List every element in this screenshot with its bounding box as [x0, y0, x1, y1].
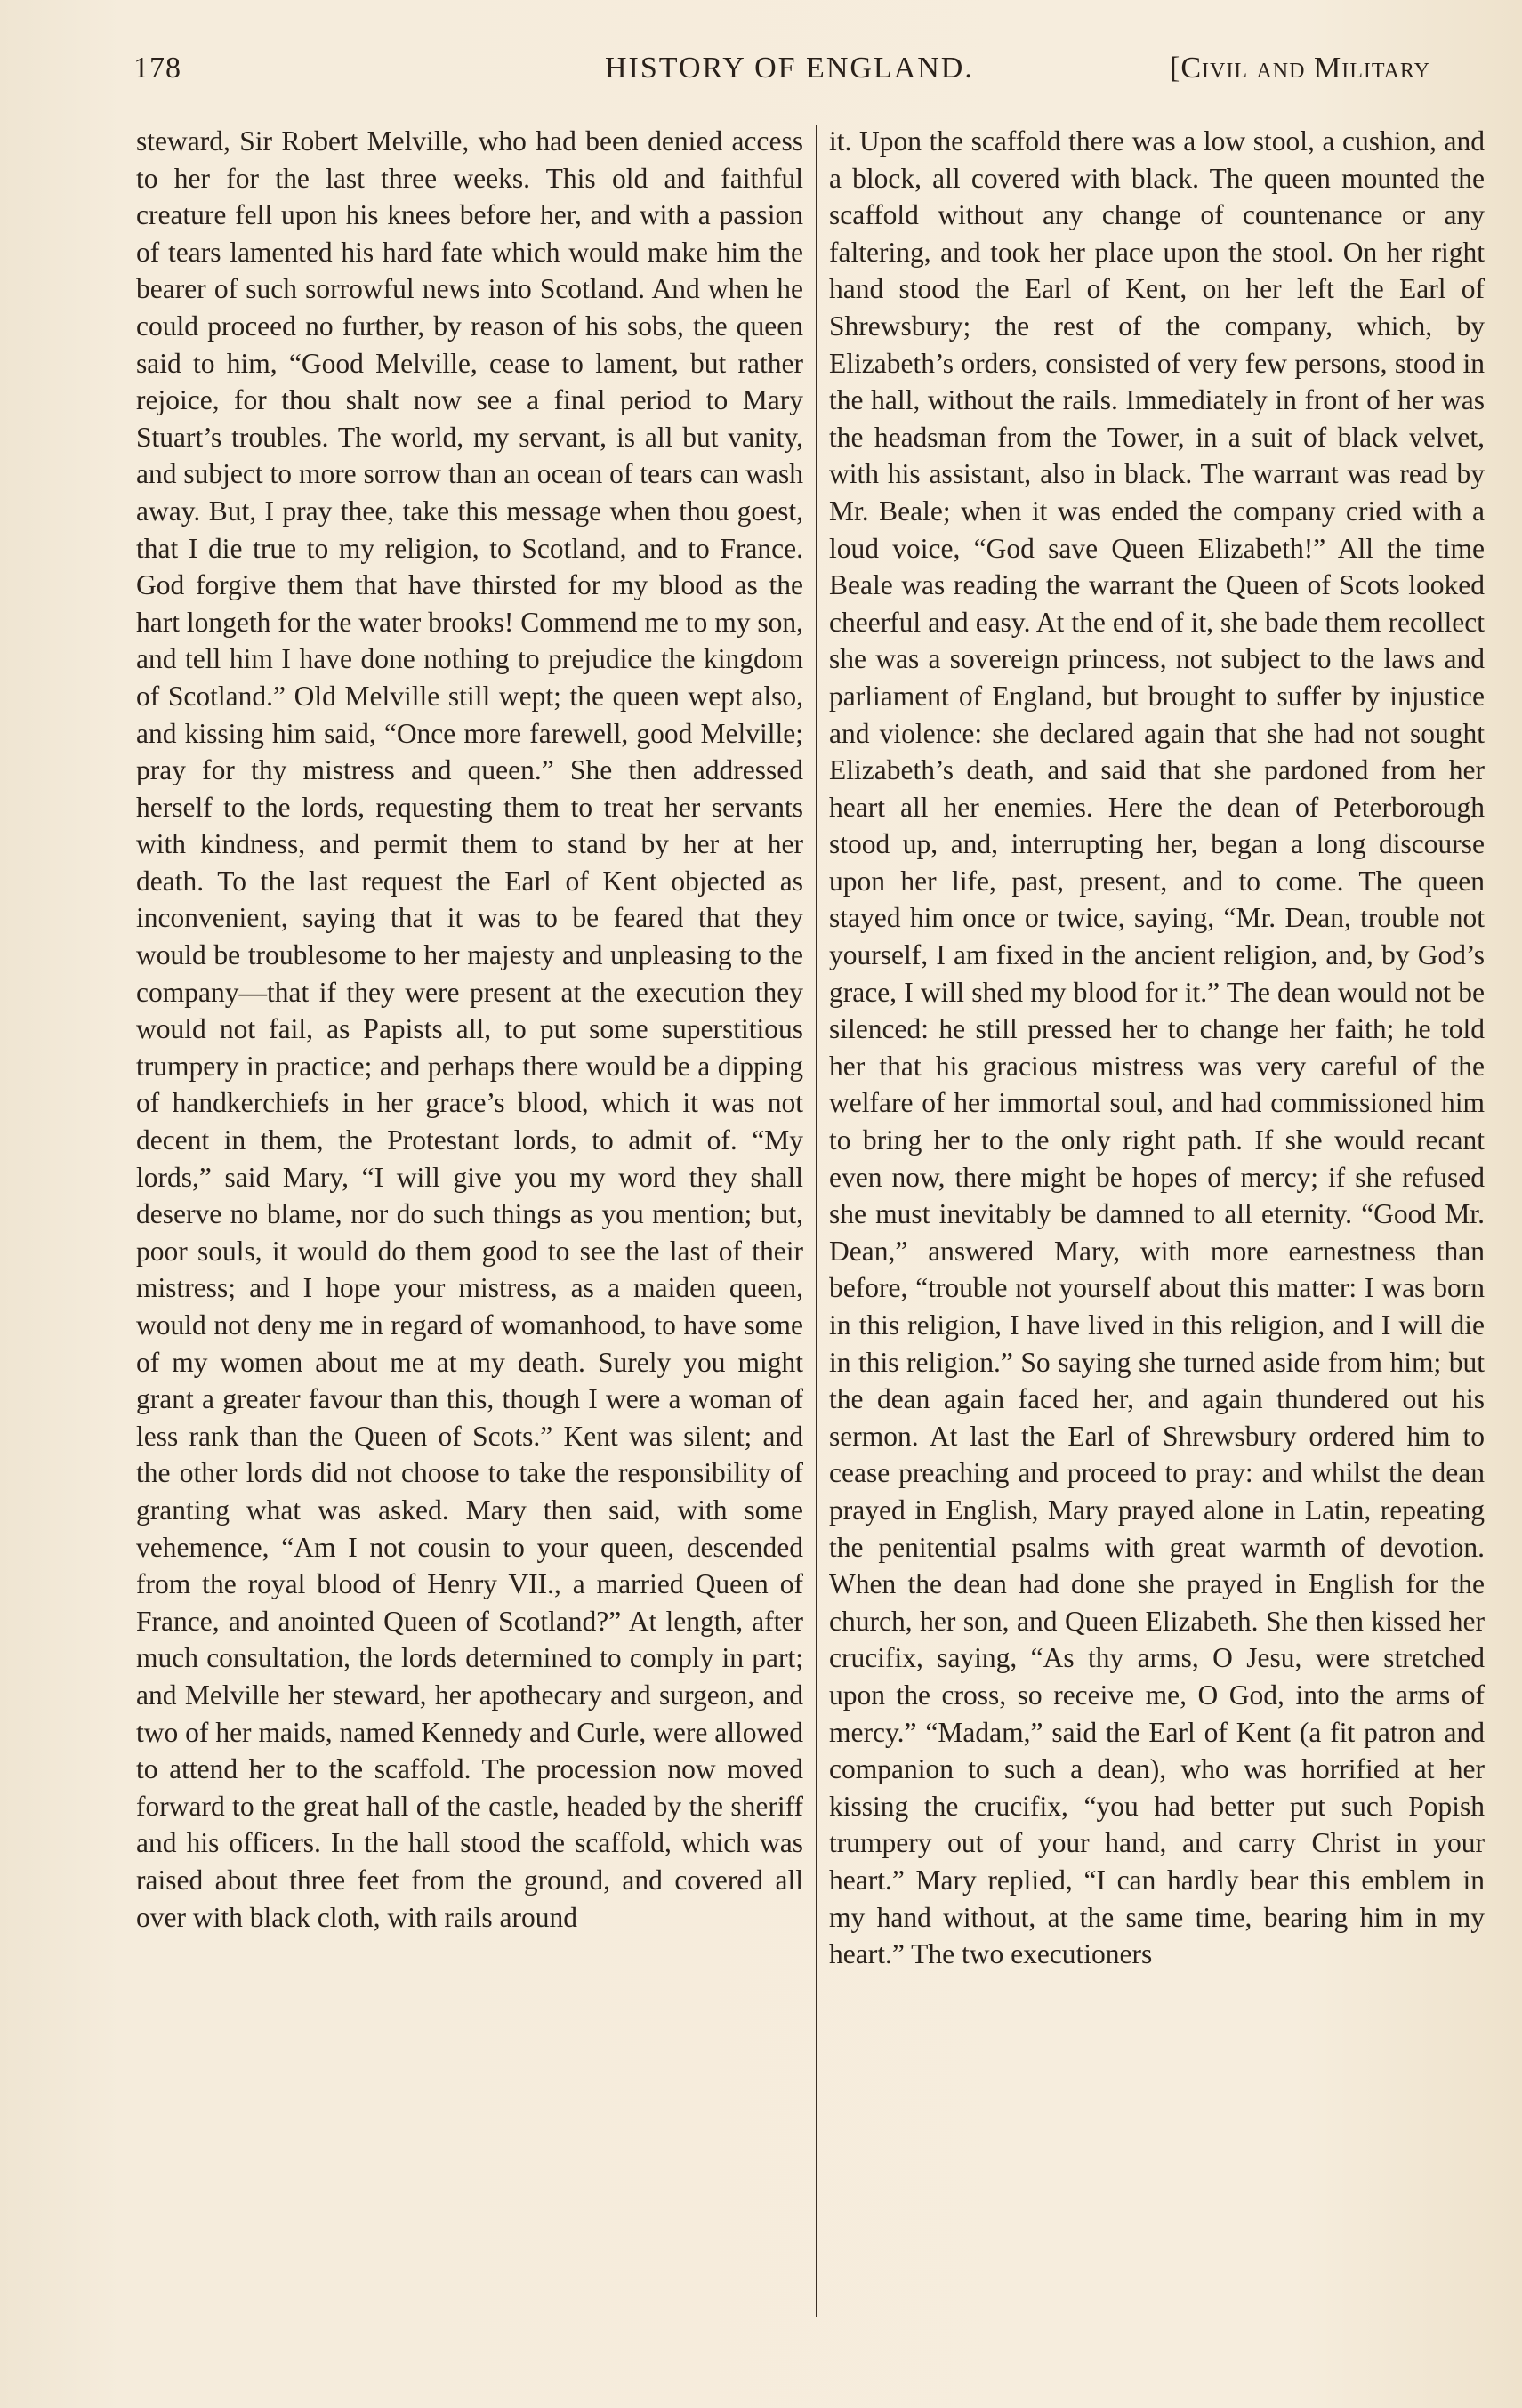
page-number: 178: [133, 52, 181, 85]
left-column-text: steward, Sir Robert Melville, who had been denied access to her for the last three weeks. This old and faithful creature fell upon his knees before her, and with a passion of tears lamented his hard fate which would make him the bearer of such sorrowful news into Scotland. And when he could proceed no further, by reason of his sobs, the queen said to him, “Good Melville, cease to lament, but rather rejoice, for thou shalt now see a final period to Mary Stuart’s troubles. The world, my servant, is all but vanity, and subject to more sorrow than an ocean of tears can wash away. But, I pray thee, take this message when thou goest, that I die true to my religion, to Scotland, and to France. God forgive them that have thirsted for my blood as the hart longeth for the water brooks! Commend me to my son, and tell him I have done nothing to prejudice the kingdom of Scotland.” Old Melville still wept; the queen wept also, and kissing him said, “Once more farewell, good Melville; pray for thy mistress and queen.” She then addressed herself to the lords, requesting them to treat her servants with kindness, and permit them to stand by her at her death. To the last request the Earl of Kent objected as inconvenient, saying that it was to be feared that they would be troublesome to her majesty and unpleasing to the company—that if they were present at the execution they would not fail, as Papists all, to put some superstitious trumpery in practice; and perhaps there would be a dipping of handkerchiefs in her grace’s blood, which it was not decent in them, the Protestant lords, to admit of. “My lords,” said Mary, “I will give you my word they shall deserve no blame, nor do such things as you mention; but, poor souls, it would do them good to see the last of their mistress; and I hope your mistress, as a maiden queen, would not deny me in regard of womanhood, to have some of my women about me at my death. Surely you might grant a greater favour than this, though I were a woman of less rank than the Queen of Scots.” Kent was silent; and the other lords did not choose to take the responsibility of granting what was asked. Mary then said, with some vehemence, “Am I not cousin to your queen, descended from the royal blood of Henry VII., a married Queen of France, and anointed Queen of Scotland?” At length, after much consultation, the lords determined to comply in part; and Melville her steward, her apothecary and surgeon, and two of her maids, named Kennedy and Curle, were allowed to attend her to the scaffold. The procession now moved forward to the great hall of the castle, headed by the sheriff and his officers. In the hall stood the scaffold, which was raised about three feet from the ground, and covered all over with black cloth, with rails around: [136, 125, 803, 1933]
right-column-text: it. Upon the scaffold there was a low stool, a cushion, and a block, all covered with black. The queen mounted the scaffold without any change of countenance or any faltering, and took her place upon the stool. On her right hand stood the Earl of Kent, on her left the Earl of Shrewsbury; the rest of the company, which, by Elizabeth’s orders, consisted of very few persons, stood in the hall, without the rails. Immediately in front of her was the headsman from the Tower, in a suit of black velvet, with his assistant, also in black. The warrant was read by Mr. Beale; when it was ended the company cried with a loud voice, “God save Queen Elizabeth!” All the time Beale was reading the warrant the Queen of Scots looked cheerful and easy. At the end of it, she bade them recollect she was a sovereign princess, not subject to the laws and parliament of England, but brought to suffer by injustice and violence: she declared again that she had not sought Elizabeth’s death, and said that she pardoned from her heart all her enemies. Here the dean of Peterborough stood up, and, interrupting her, began a long discourse upon her life, past, present, and to come. The queen stayed him once or twice, saying, “Mr. Dean, trouble not yourself, I am fixed in the ancient religion, and, by God’s grace, I will shed my blood for it.” The dean would not be silenced: he still pressed her to change her faith; he told her that his gracious mistress was very careful of the welfare of her immortal soul, and had commissioned him to bring her to the only right path. If she would recant even now, there might be hopes of mercy; if she refused she must inevitably be damned to all eternity. “Good Mr. Dean,” answered Mary, with more earnestness than before, “trouble not yourself about this matter: I was born in this religion, I have lived in this religion, and I will die in this religion.” So saying she turned aside from him; but the dean again faced her, and again thundered out his sermon. At last the Earl of Shrewsbury ordered him to cease preaching and proceed to pray: and whilst the dean prayed in English, Mary prayed alone in Latin, repeating the penitential psalms with great warmth of devotion. When the dean had done she prayed in English for the church, her son, and Queen Elizabeth. She then kissed her crucifix, saying, “As thy arms, O Jesu, were stretched upon the cross, so receive me, O God, into the arms of mercy.” “Madam,” said the Earl of Kent (a fit patron and companion to such a dean), who was horrified at her kissing the crucifix, “you had better put such Popish trumpery out of your hand, and carry Christ in your heart.” Mary replied, “I can hardly bear this emblem in my hand without, at the same time, bearing him in my heart.” The two executioners: [829, 125, 1485, 1970]
page-header: [133, 52, 1503, 105]
running-title: HISTORY OF ENGLAND.: [605, 52, 974, 85]
section-label: [Civil and Military: [1170, 52, 1430, 85]
left-column: [136, 123, 803, 1936]
right-column: [829, 123, 1485, 1973]
column-divider: [816, 125, 817, 2317]
